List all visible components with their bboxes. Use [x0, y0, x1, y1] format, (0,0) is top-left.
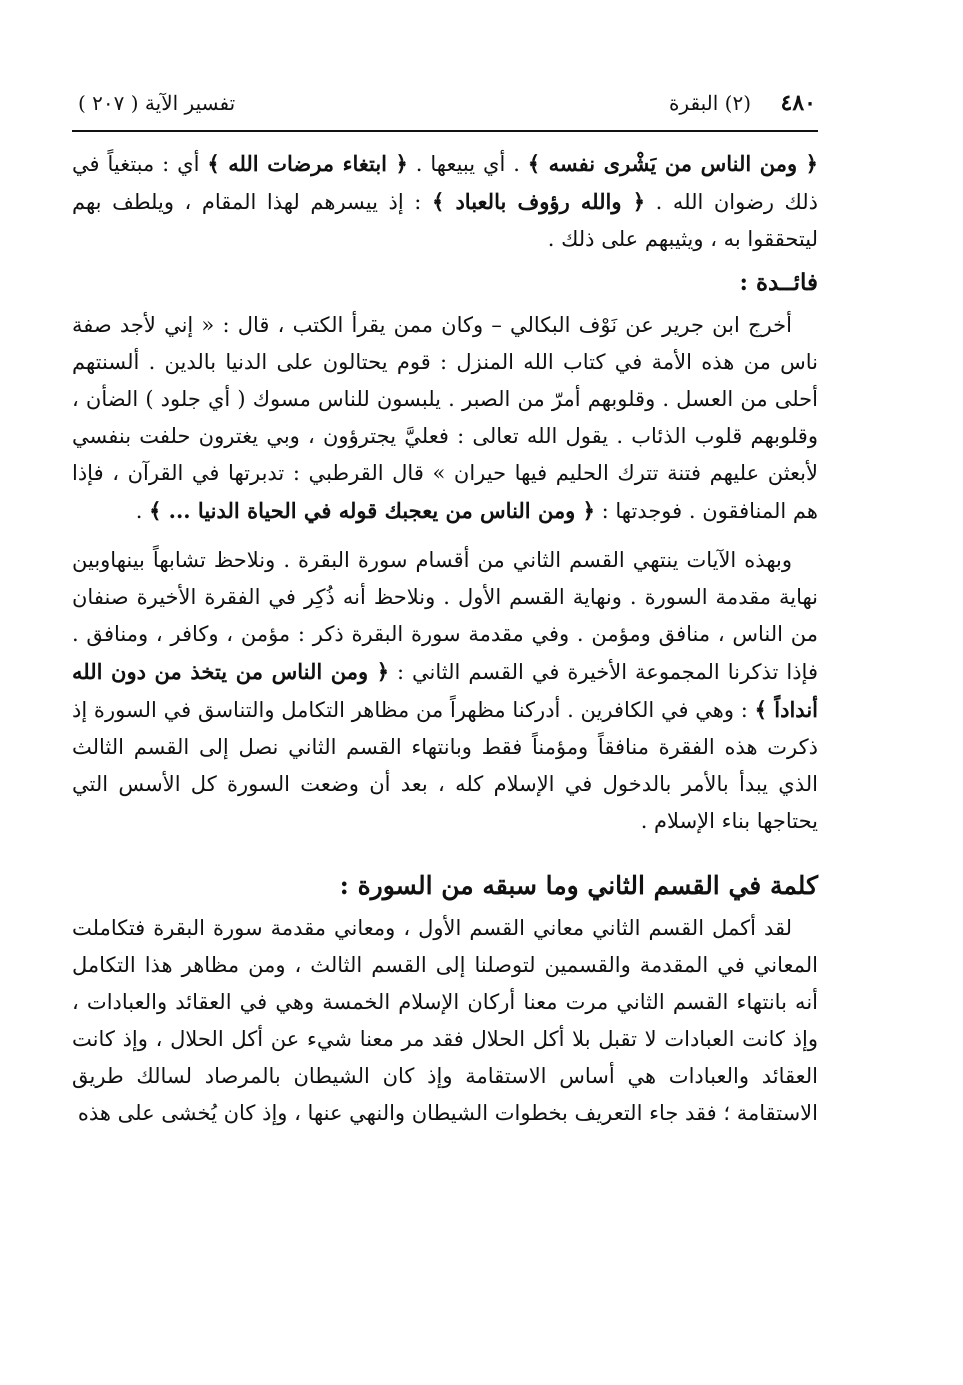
- verse-commentary-paragraph: [72, 145, 818, 258]
- verse-reference: تفسير الآية ( ٢٠٧ ): [78, 91, 236, 115]
- paragraph-text: : إذ ييسرهم لهذا المقام ، ويلطف بهم ليتحققوا به ، ويثيبهم على ذلك .: [72, 190, 818, 251]
- quran-quote: ﴿ ابتغاء مرضات الله ﴾: [207, 151, 408, 176]
- header-rule: [72, 130, 818, 132]
- section-heading-summary: كلمة في القسم الثاني وما سبقه من السورة :: [339, 871, 818, 900]
- section-end-paragraph: [72, 542, 818, 840]
- summary-paragraph: لقد أكمل القسم الثاني معاني القسم الأول ، ومعاني مقدمة سورة البقرة فتكاملت المعاني في المقدمة والقسمين لتوصلنا إلى القسم الثالث ، ومن مظاهر هذا التكامل أنه بانتهاء القسم الثاني مرت معنا أركان الإسلام الخمسة وهي في العقائد والعبادات ، وإذ كانت العبادات لا تقبل بلا أكل الحلال فقد مر معنا شيء عن أكل الحلال ، وإذ كانت العقائد والعبادات هي أساس الاستقامة وإذ كان الشيطان بالمرصاد لسالك طريق الاستقامة ؛ فقد جاء التعريف بخطوات الشيطان والنهي عنها ، وإذ كان يُخشى على هذه: [72, 916, 818, 1125]
- running-header: [78, 90, 816, 120]
- paragraph-text: . أي يبيعها .: [407, 152, 528, 176]
- quran-quote: ﴿ ومن الناس من يَشْرى نفسه ﴾: [527, 151, 818, 176]
- quran-quote: ﴿ ومن الناس من يتخذ من دون الله أنداداً ﴾: [72, 659, 819, 722]
- paragraph-text: أي : مبتغياً في ذلك رضوان الله .: [72, 152, 818, 214]
- paragraph-text: وبهذه الآيات ينتهي القسم الثاني من أقسام سورة البقرة . ونلاحظ تشابهاً بينهاوبين نهاية مقدمة السورة . ونهاية القسم الأول . ونلاحظ أنه ذُكِر في الفقرة الأخيرة صنفان من الناس ، منافق ومؤمن . وفي مقدمة سورة البقرة ذكر : مؤمن ، وكافر ، ومنافق . فإذا تذكرنا المجموعة الأخيرة في القسم الثاني :: [72, 548, 818, 684]
- section-heading-benefit: فائــدة :: [739, 269, 818, 296]
- page-body: [72, 145, 818, 1132]
- paragraph-text: أخرج ابن جرير عن نَوْف البكالي – وكان ممن يقرأ الكتب ، قال : « إني لأجد صفة ناس من هذه الأمة في كتاب الله المنزل : قوم يحتالون على الدنيا بالدين . ألسنتهم أحلى من العسل . وقلوبهم أمرّ من الصبر . يلبسون للناس مسوك ( أي جلود ) الضأن ، وقلوبهم قلوب الذئاب . يقول الله تعالى : فعليَّ يجترؤون ، وبي يغترون حلفت بنفسي لأبعثن عليهم فتنة تترك الحليم فيها حيران » قال القرطبي : تدبرتها في القرآن ، فإذا هم المنافقون . فوجدتها :: [72, 313, 818, 523]
- benefit-paragraph: [72, 307, 818, 530]
- quran-quote: ﴿ ومن الناس من يعجبك قوله في الحياة الدنيا ... ﴾: [149, 498, 595, 523]
- paragraph-text: .: [135, 499, 150, 523]
- surah-title: (٢) البقرة: [668, 91, 751, 115]
- paragraph-text: : وهي في الكافرين . أدركنا مظهراً من مظاهر التكامل والتناسق في السورة إذ ذكرت هذه الفقرة منافقاً ومؤمناً فقط وبانتهاء القسم الثاني نصل إلى القسم الثالث الذي يبدأ بالأمر بالدخول في الإسلام كله ، بعد أن وضعت السورة كل الأسس التي يحتاجها بناء الإسلام .: [72, 698, 818, 833]
- page-number: ٤٨٠: [780, 90, 816, 116]
- quran-quote: ﴿ والله رؤوف بالعباد ﴾: [431, 189, 646, 214]
